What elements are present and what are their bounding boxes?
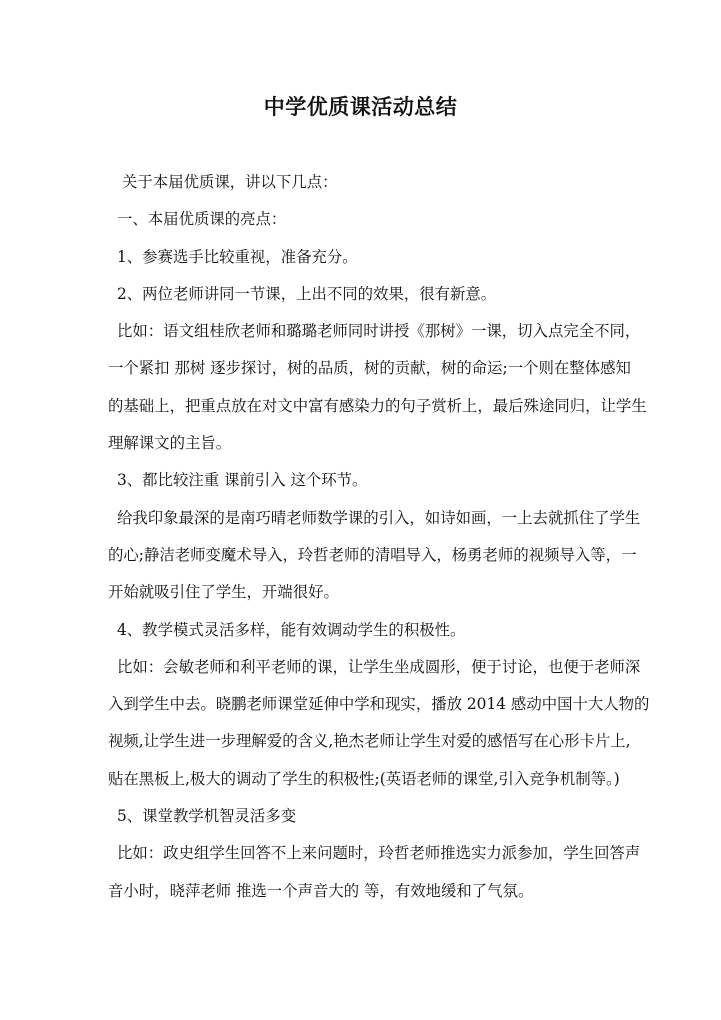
- point-3: 3、都比较注重 课前引入 这个环节。: [117, 471, 368, 490]
- point-4-example-line: 视频,让学生进一步理解爱的含义,艳杰老师让学生对爱的感悟写在心形卡片上,: [108, 732, 631, 751]
- point-5-example-line: 音小时，晓萍老师 推选一个声音大的 等，有效地缓和了气氛。: [108, 881, 534, 900]
- document-title: 中学优质课活动总结: [263, 94, 458, 119]
- point-5: 5、课堂教学机智灵活多变: [117, 807, 297, 826]
- point-2-example-line: 的基础上，把重点放在对文中富有感染力的句子赏析上，最后殊途同归，让学生: [108, 396, 647, 415]
- point-2-example-line: 一个紧扣 那树 逐步探讨，树的品质，树的贡献，树的命运;一个则在整体感知: [108, 359, 631, 378]
- point-4-example-line: 比如：会敏老师和利平老师的课，让学生坐成圆形，便于讨论，也便于老师深: [117, 657, 641, 676]
- point-4-example-line: 入到学生中去。晓鹏老师课堂延伸中学和现实，播放 2014 感动中国十大人物的: [108, 695, 650, 714]
- point-3-example-line: 的心;静洁老师变魔术导入，玲哲老师的清唱导入，杨勇老师的视频导入等，一: [108, 545, 637, 564]
- point-2-example-line: 比如：语文组桂欣老师和璐璐老师同时讲授《那树》一课，切入点完全不同，: [117, 322, 641, 341]
- point-4-example-line: 贴在黑板上,极大的调动了学生的积极性;(英语老师的课堂,引入竞争机制等。): [108, 769, 620, 788]
- point-5-example-line: 比如：政史组学生回答不上来问题时，玲哲老师推选实力派参加，学生回答声: [117, 844, 641, 863]
- intro-line: 关于本届优质课，讲以下几点：: [122, 173, 338, 191]
- point-4: 4、教学模式灵活多样，能有效调动学生的积极性。: [117, 620, 466, 639]
- point-3-example-line: 给我印象最深的是南巧晴老师数学课的引入，如诗如画，一上去就抓住了学生: [117, 508, 641, 527]
- document-body: [108, 164, 650, 910]
- point-2: 2、两位老师讲同一节课，上出不同的效果，很有新意。: [117, 284, 497, 303]
- point-3-example-line: 开始就吸引住了学生，开端很好。: [108, 583, 339, 602]
- point-2-example-line: 理解课文的主旨。: [108, 434, 232, 453]
- section-heading-highlights: 一、本届优质课的亮点：: [117, 210, 287, 229]
- point-1: 1、参赛选手比较重视，准备充分。: [117, 247, 358, 266]
